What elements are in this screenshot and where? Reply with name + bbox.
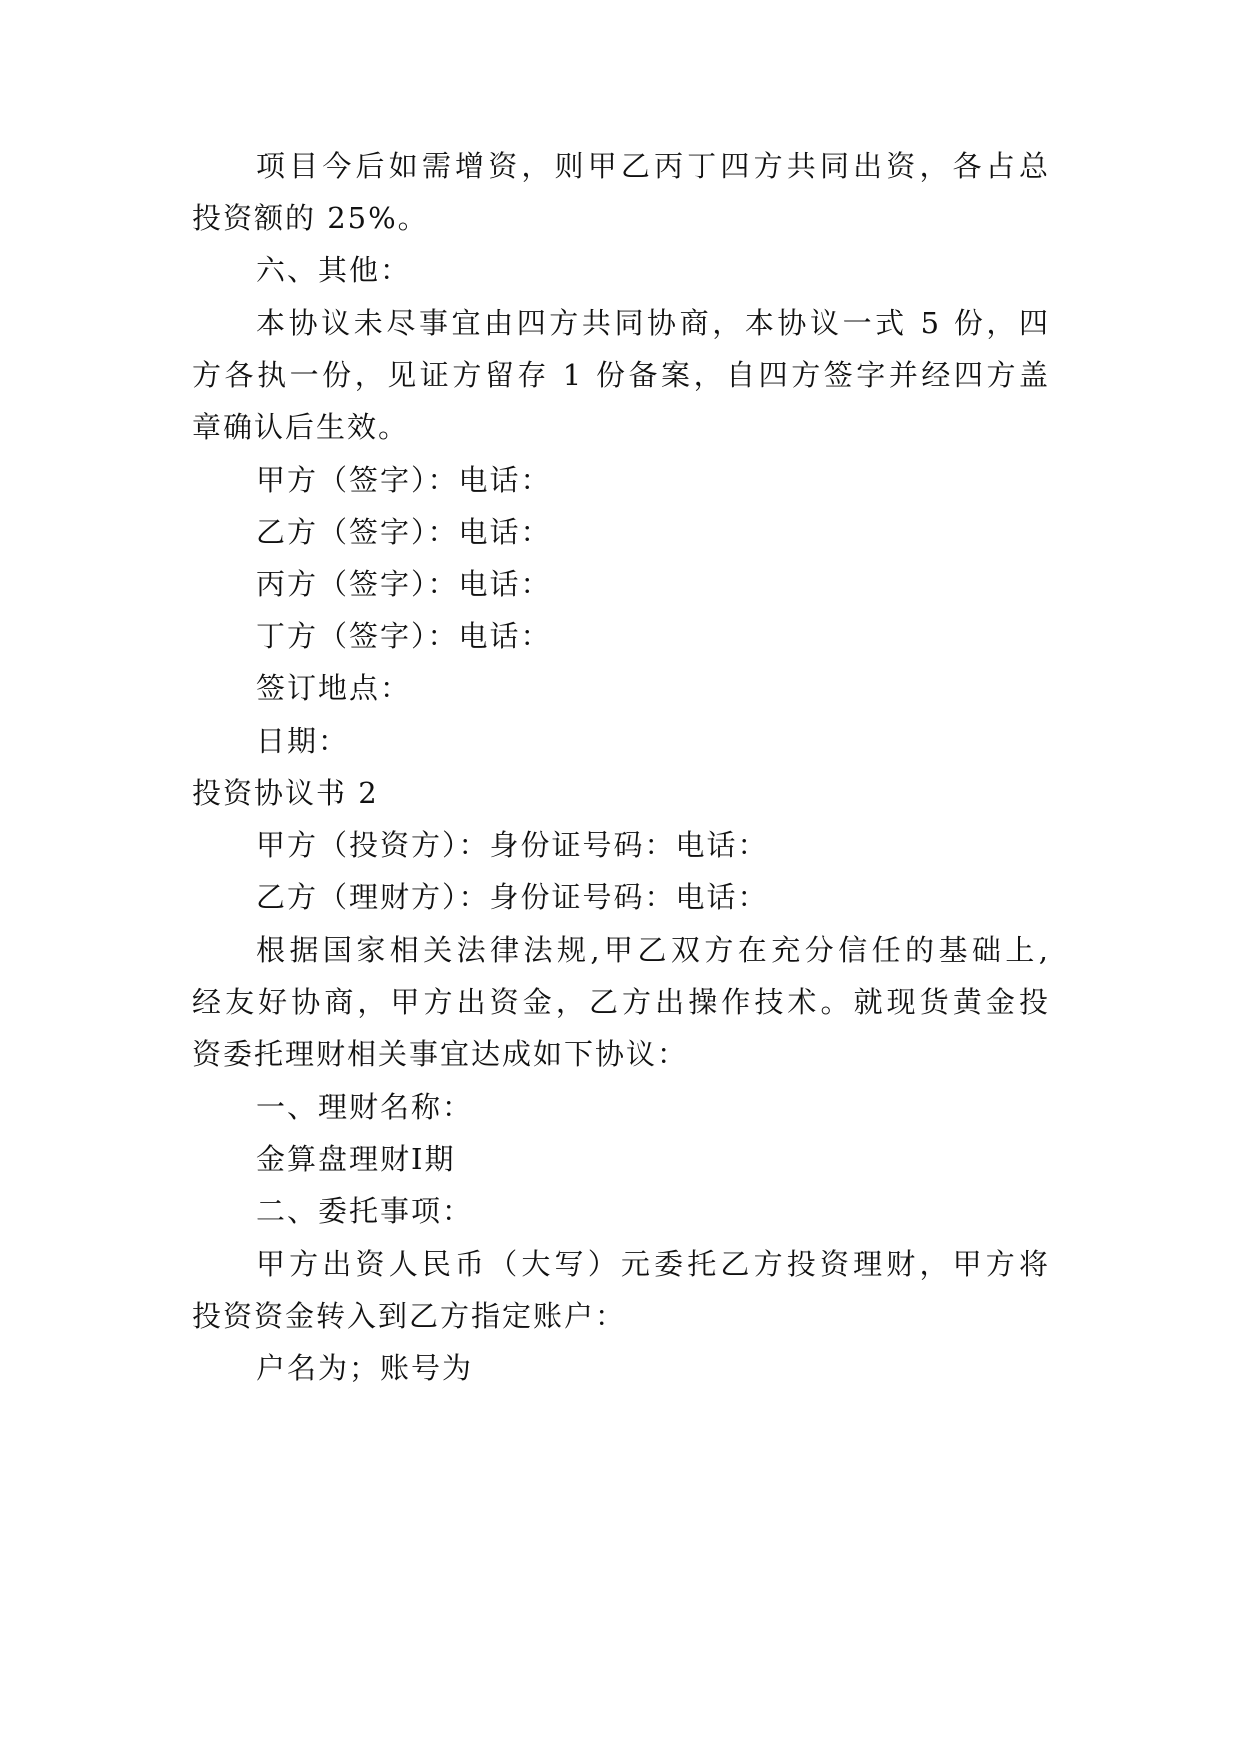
section-heading-product-name: 一、理财名称：: [256, 1090, 474, 1124]
paragraph-entrusted-line-1: 甲方出资人民币（大写）元委托乙方投资理财，甲方将: [256, 1247, 1050, 1281]
signature-party-a: 甲方（签字）：电话：: [256, 463, 552, 497]
account-info: 户名为；账号为: [256, 1351, 474, 1385]
signing-place: 签订地点：: [256, 671, 412, 705]
paragraph-capital-increase-line-1: 项目今后如需增资，则甲乙丙丁四方共同出资，各占总: [256, 149, 1050, 183]
section-heading-other: 六、其他：: [256, 253, 412, 287]
paragraph-capital-increase-line-2: 投资额的 25%。: [192, 201, 429, 235]
signature-party-b: 乙方（签字）：电话：: [256, 515, 552, 549]
signing-date: 日期：: [256, 724, 350, 758]
document-title-2: 投资协议书 2: [192, 776, 379, 810]
paragraph-agreement-line-3: 章确认后生效。: [192, 410, 410, 444]
paragraph-preamble-line-1: 根据国家相关法律法规,甲乙双方在充分信任的基础上,: [256, 933, 1050, 967]
paragraph-preamble-line-2: 经友好协商，甲方出资金，乙方出操作技术。就现货黄金投: [192, 985, 1050, 1019]
signature-party-c: 丙方（签字）：电话：: [256, 567, 552, 601]
paragraph-agreement-line-2: 方各执一份，见证方留存 1 份备案，自四方签字并经四方盖: [192, 358, 1050, 392]
party-a-investor: 甲方（投资方）：身份证号码：电话：: [256, 828, 769, 862]
paragraph-entrusted-line-2: 投资资金转入到乙方指定账户：: [192, 1299, 627, 1333]
section-heading-entrusted-matters: 二、委托事项：: [256, 1194, 474, 1228]
paragraph-agreement-line-1: 本协议未尽事宜由四方共同协商，本协议一式 5 份，四: [256, 306, 1050, 340]
party-b-manager: 乙方（理财方）：身份证号码：电话：: [256, 880, 769, 914]
product-name: 金算盘理财Ⅰ期: [256, 1142, 456, 1176]
paragraph-preamble-line-3: 资委托理财相关事宜达成如下协议：: [192, 1037, 689, 1071]
signature-party-d: 丁方（签字）：电话：: [256, 619, 552, 653]
